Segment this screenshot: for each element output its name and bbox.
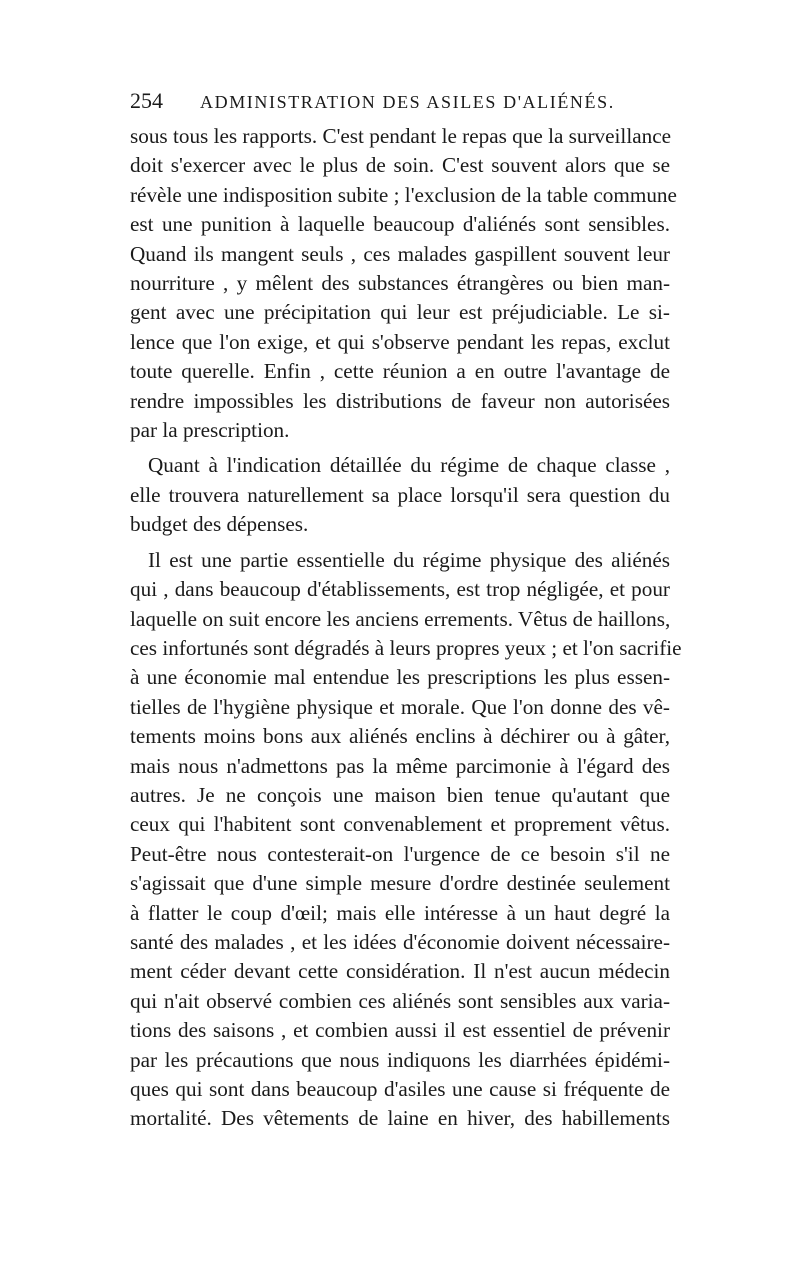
body-text [130, 122, 682, 1134]
text-line: Quand ils mangent seuls , ces malades gaspillent souvent leur [130, 241, 670, 266]
text-line: lence que l'on exige, et qui s'observe pendant les repas, exclut [130, 329, 670, 354]
text-line: toute querelle. Enfin , cette réunion a en outre l'avantage de [130, 359, 670, 384]
text-line: Quant à l'indication détaillée du régime de chaque classe , [148, 453, 670, 478]
text-line: rendre impossibles les distributions de faveur non autorisées [130, 388, 670, 413]
running-title: ADMINISTRATION DES ASILES D'ALIÉNÉS. [200, 92, 615, 112]
running-head [130, 88, 670, 118]
paragraph-2 [130, 451, 670, 539]
text-line: tements moins bons aux aliénés enclins à déchirer ou à gâter, [130, 724, 670, 749]
text-line: ces infortunés sont dégradés à leurs propres yeux ; et l'on sacrifie [130, 635, 682, 660]
text-line: par la prescription. [130, 418, 290, 443]
text-line: mais nous n'admettons pas la même parcimonie à l'égard des [130, 753, 670, 778]
page-number: 254 [130, 88, 163, 113]
text-line: nourriture , y mêlent des substances étrangères ou bien man- [130, 271, 670, 296]
text-line: est une punition à laquelle beaucoup d'aliénés sont sensibles. [130, 212, 670, 237]
text-line: budget des dépenses. [130, 512, 309, 537]
text-line: Peut-être nous contesterait-on l'urgence de ce besoin s'il ne [130, 841, 670, 866]
text-line: tielles de l'hygiène physique et morale. Que l'on donne des vê- [130, 694, 670, 719]
text-line: santé des malades , et les idées d'économie doivent nécessaire- [130, 929, 670, 954]
text-line: s'agissait que d'une simple mesure d'ordre destinée seulement [130, 871, 670, 896]
text-line: tions des saisons , et combien aussi il est essentiel de prévenir [130, 1018, 670, 1043]
text-line: autres. Je ne conçois une maison bien tenue qu'autant que [130, 782, 670, 807]
text-line: gent avec une précipitation qui leur est préjudiciable. Le si- [130, 300, 670, 325]
text-line: doit s'exercer avec le plus de soin. C'est souvent alors que se [130, 153, 670, 178]
text-line: qui n'ait observé combien ces aliénés sont sensibles aux varia- [130, 988, 670, 1013]
text-line: Il est une partie essentielle du régime physique des aliénés [148, 547, 670, 572]
text-line: à une économie mal entendue les prescriptions les plus essen- [130, 665, 670, 690]
text-line: ment céder devant cette considération. Il n'est aucun médecin [130, 959, 670, 984]
text-line: mortalité. Des vêtements de laine en hiver, des habillements [130, 1106, 670, 1131]
text-line: qui , dans beaucoup d'établissements, est trop négligée, et pour [130, 577, 670, 602]
book-page [130, 88, 682, 1134]
text-line: elle trouvera naturellement sa place lorsqu'il sera question du [130, 482, 670, 507]
text-line: révèle une indisposition subite ; l'exclusion de la table commune [130, 182, 677, 207]
text-line: par les précautions que nous indiquons les diarrhées épidémi- [130, 1047, 670, 1072]
text-line: laquelle on suit encore les anciens errements. Vêtus de haillons, [130, 606, 671, 631]
text-line: ceux qui l'habitent sont convenablement et proprement vêtus. [130, 812, 670, 837]
paragraph-1 [130, 122, 677, 445]
text-line: à flatter le coup d'œil; mais elle intéresse à un haut degré la [130, 900, 670, 925]
paragraph-3 [130, 546, 682, 1134]
text-line: sous tous les rapports. C'est pendant le repas que la surveillance [130, 124, 672, 148]
text-line: ques qui sont dans beaucoup d'asiles une cause si fréquente de [130, 1077, 670, 1101]
